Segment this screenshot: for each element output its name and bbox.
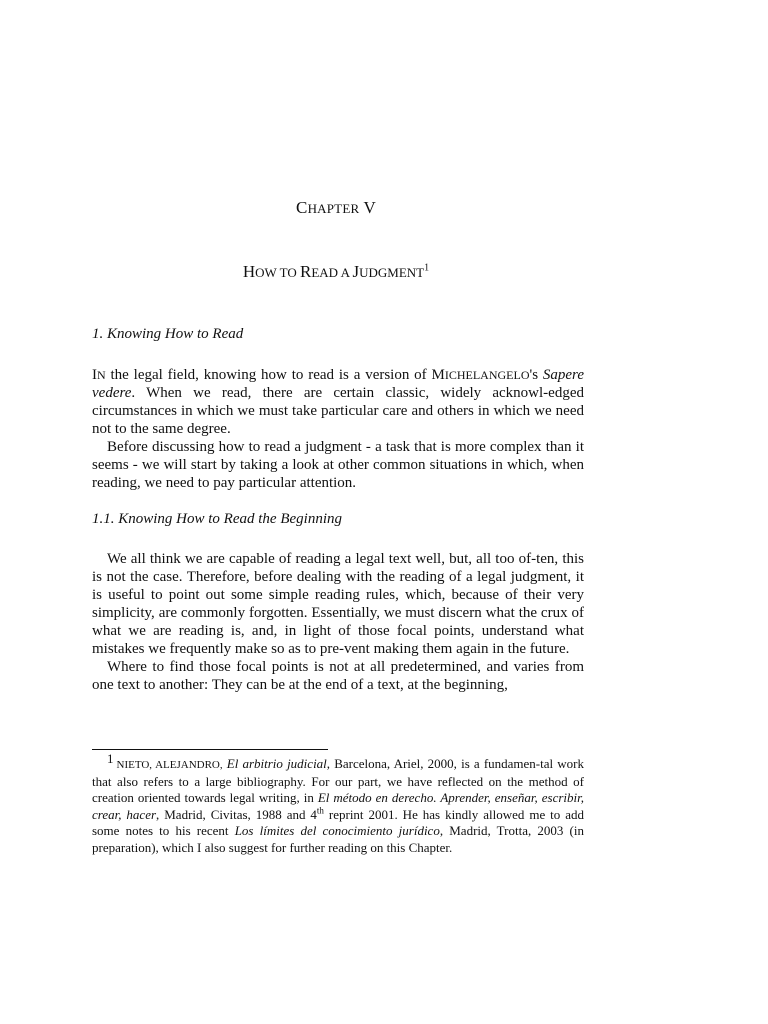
section-1-body	[92, 366, 584, 492]
footnote-author: NIETO, ALEJANDRO,	[116, 759, 223, 771]
footnote-text-1: , Barcelona, Ariel, 2000, is a fundamen-tal work that also refers to a large bibliography. For our part, we have reflected on the method of creation oriented towards legal writing, in	[92, 756, 584, 806]
title-word3-initial: J	[352, 262, 360, 281]
section-heading-1-1: 1.1. Knowing How to Read the Beginning	[92, 511, 342, 527]
chapter-label-rest: HAPTER	[307, 201, 360, 216]
title-word2-rest: EAD A	[311, 265, 353, 280]
footnote-reference-marker[interactable]: 1	[424, 262, 430, 274]
chapter-numeral: V	[359, 198, 376, 217]
footnote-text-4: , Madrid, Trotta, 2003 (in preparation), which I also suggest for further reading on this Chapter.	[92, 823, 584, 855]
chapter-label	[0, 198, 672, 218]
title-word1-rest: OW TO	[255, 265, 300, 280]
title-word2-initial: R	[299, 262, 312, 281]
paragraph-3: We all think we are capable of reading a legal text well, but, all too of-ten, this is not the case. Therefore, before dealing with the reading of a legal judgment, it is useful to point out some simple reading rules, which, because of their very simplicity, are commonly forgotten. Essentially, we must discern what the crux of what we are reading is, and, in light of those focal points, understand what mistakes we frequently make so as to pre-vent making them again in the future.	[92, 551, 584, 657]
author-name-rest: ICHELANGELO	[444, 368, 530, 382]
section-heading-1: 1. Knowing How to Read	[92, 326, 244, 342]
title-word1-initial: H	[242, 262, 256, 281]
chapter-title	[0, 262, 672, 282]
footnote-1	[92, 750, 584, 857]
drop-initial: I	[92, 367, 97, 383]
paragraph-1-text-a: the legal field, knowing how to read is a version of	[105, 367, 432, 383]
footnote-text-2: , Madrid, Civitas, 1988 and 4	[156, 806, 317, 822]
footnote-work-2: El método en derecho. Aprender, enseñar, escribir, crear, hacer	[92, 790, 584, 822]
footnote-divider	[92, 749, 328, 750]
footnote-number: 1	[107, 750, 114, 766]
chapter-label-initial: C	[296, 198, 308, 217]
drop-initial-rest: N	[97, 368, 106, 382]
footnote-text-3: reprint 2001. He has kindly allowed me to add some notes to his recent	[92, 806, 584, 839]
footnote-work-1: El arbitrio judicial	[226, 756, 327, 771]
paragraph-1	[92, 366, 584, 438]
title-word3-rest: UDGMENT	[359, 265, 425, 280]
author-name-initial: M	[431, 367, 445, 383]
section-1-1-body	[92, 550, 584, 694]
paragraph-4: Where to find those focal points is not at all predetermined, and varies from one text to another: They can be at the end of a text, at the beginning,	[92, 659, 584, 693]
footnote-work-3: Los límites del conocimiento jurídico	[234, 823, 440, 839]
author-possessive: 's	[529, 367, 543, 383]
italic-phrase: Sapere vedere	[92, 367, 584, 401]
paragraph-2: Before discussing how to read a judgment - a task that is more complex than it seems - we will start by taking a look at other common situations in which, when reading, we need to pay particular attention.	[92, 439, 584, 491]
paragraph-1-text-b: . When we read, there are certain classic, widely acknowl-edged circumstances in which we must take particular care and others in which we need not to the same degree.	[92, 385, 584, 437]
footnote-superscript: th	[316, 805, 324, 816]
